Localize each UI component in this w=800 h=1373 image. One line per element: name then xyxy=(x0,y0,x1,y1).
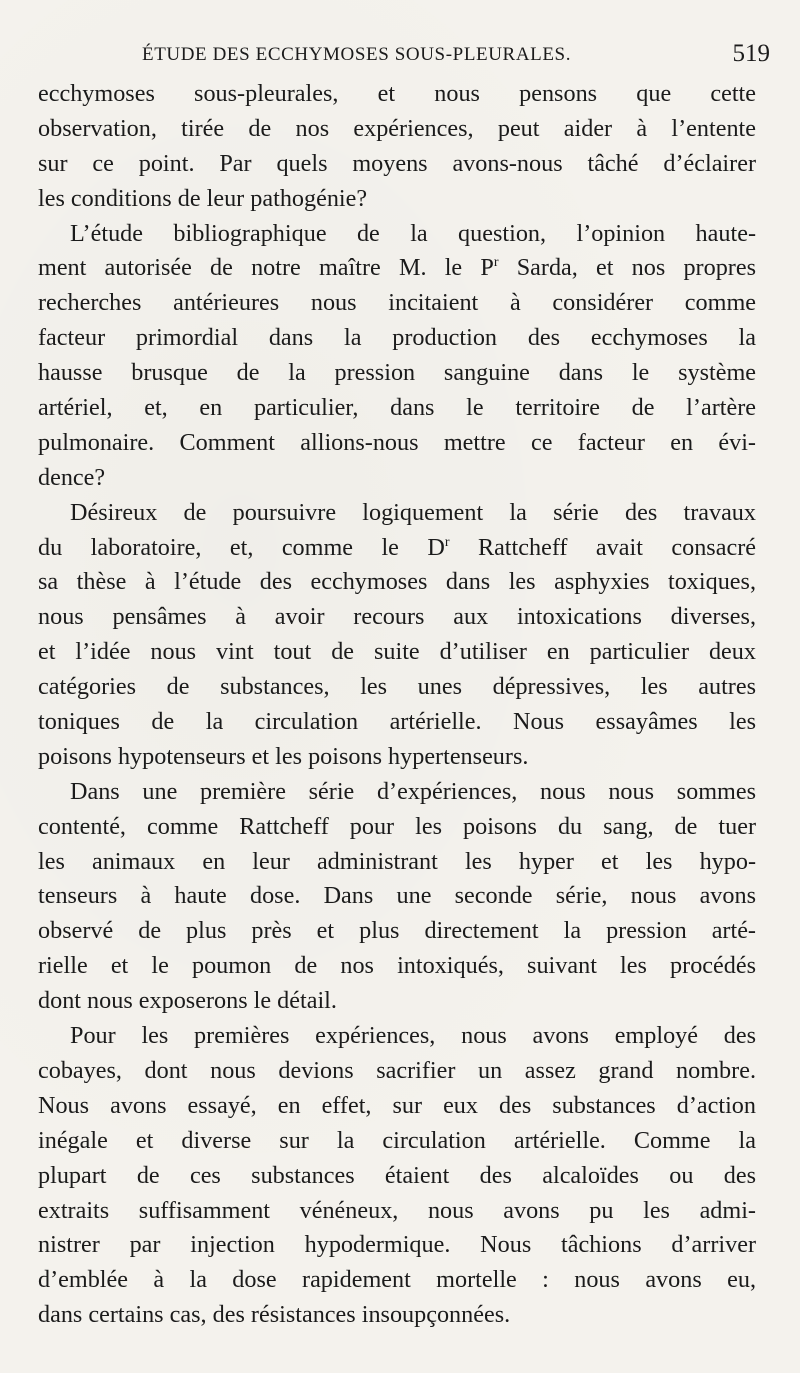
text-line xyxy=(38,531,756,566)
running-title: ÉTUDE DES ECCHYMOSES SOUS-PLEURALES. xyxy=(142,44,572,65)
text-segment: Sarda, et nos propres xyxy=(498,254,756,282)
text-segment: du laboratoire, et, comme le D xyxy=(38,533,445,561)
text-line: contenté, comme Rattcheff pour les poisons du sang, de tuer xyxy=(38,812,756,840)
text-line: ecchymoses sous-pleurales, et nous pensons que cette xyxy=(38,80,756,107)
text-line: d’emblée à la dose rapidement mortelle : nous avons eu, xyxy=(38,1266,756,1294)
text-segment: Rattcheff avait consacré xyxy=(449,533,756,561)
superscript: r xyxy=(493,255,499,271)
text-line: toniques de la circulation artérielle. Nous essayâmes les xyxy=(38,708,756,736)
text-line: artériel, et, en particulier, dans le territoire de l’artère xyxy=(38,394,756,422)
text-line: Désireux de poursuivre logiquement la série des travaux xyxy=(70,498,756,526)
text-line: facteur primordial dans la production des ecchymoses la xyxy=(38,324,756,352)
text-line: L’étude bibliographique de la question, l’opinion haute- xyxy=(70,219,756,247)
text-line: inégale et diverse sur la circulation artérielle. Comme la xyxy=(38,1126,756,1154)
text-line: dans certains cas, des résistances insoupçonnées. xyxy=(38,1301,511,1329)
text-line: observation, tirée de nos expériences, peut aider à l’entente xyxy=(38,114,756,142)
text-line: hausse brusque de la pression sanguine dans le système xyxy=(38,359,756,387)
text-line: nous pensâmes à avoir recours aux intoxications diverses, xyxy=(38,603,756,631)
text-line: sur ce point. Par quels moyens avons-nous tâché d’éclairer xyxy=(38,149,756,177)
text-line: recherches antérieures nous incitaient à considérer comme xyxy=(38,289,756,317)
text-line xyxy=(38,251,756,286)
text-line: catégories de substances, les unes dépressives, les autres xyxy=(38,673,756,701)
running-head xyxy=(40,40,770,72)
text-line: dence? xyxy=(38,463,106,491)
text-line: nistrer par injection hypodermique. Nous tâchions d’arriver xyxy=(38,1231,756,1259)
page-number: 519 xyxy=(732,40,770,67)
text-line: pulmonaire. Comment allions-nous mettre ce facteur en évi- xyxy=(38,428,756,456)
text-line: dont nous exposerons le détail. xyxy=(38,987,337,1015)
text-line: Nous avons essayé, en effet, sur eux des substances d’action xyxy=(38,1091,756,1119)
text-segment: ment autorisée de notre maître M. le P xyxy=(38,254,494,282)
text-line: rielle et le poumon de nos intoxiqués, suivant les procédés xyxy=(38,952,756,980)
text-line: et l’idée nous vint tout de suite d’utiliser en particulier deux xyxy=(38,638,756,666)
text-line: les animaux en leur administrant les hyper et les hypo- xyxy=(38,847,756,875)
superscript: r xyxy=(444,534,450,550)
text-line: tenseurs à haute dose. Dans une seconde série, nous avons xyxy=(38,882,756,910)
text-line: observé de plus près et plus directement la pression arté- xyxy=(38,917,756,945)
text-line: Dans une première série d’expériences, nous nous sommes xyxy=(70,777,756,805)
text-line: sa thèse à l’étude des ecchymoses dans les asphyxies toxiques, xyxy=(38,568,756,596)
text-line: les conditions de leur pathogénie? xyxy=(38,184,368,212)
text-line: cobayes, dont nous devions sacrifier un assez grand nombre. xyxy=(38,1056,756,1084)
text-line: extraits suffisamment vénéneux, nous avons pu les admi- xyxy=(38,1196,756,1224)
text-line: poisons hypotenseurs et les poisons hypertenseurs. xyxy=(38,742,529,770)
text-line: Pour les premières expériences, nous avons employé des xyxy=(70,1022,756,1050)
text-line: plupart de ces substances étaient des alcaloïdes ou des xyxy=(38,1161,756,1189)
body-text xyxy=(38,77,756,1333)
